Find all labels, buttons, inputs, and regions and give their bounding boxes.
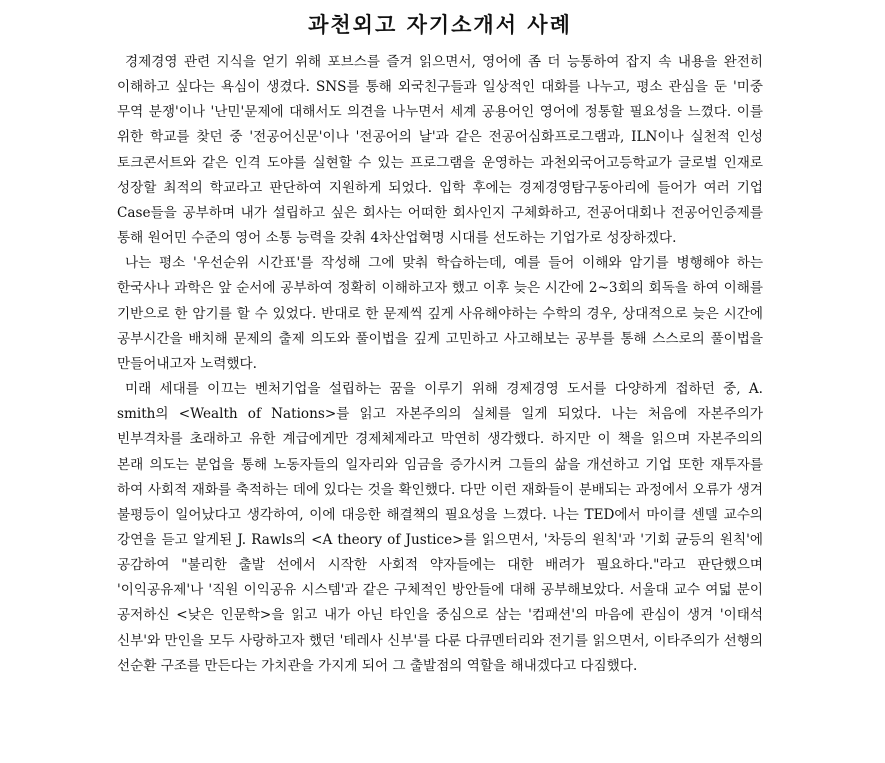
paragraph-reading-activities: 미래 세대를 이끄는 벤처기업을 설립하는 꿈을 이루기 위해 경제경영 도서를 다양하게 접하던 중, A. smith의 <Wealth of Nations>를 읽고 자본주의의 실체를 일게 되었다. 나는 처음에 자본주의가 빈부격차를 초래하고 유한 계급에게만 경제체제라고 막연히 생각했다. 하지만 이 책을 읽으며 자본주의의 본래 의도는 분업을 통해 노동자들의 일자리와 임금을 증가시켜 그들의 삶을 개선하고 기업 또한 재투자를 하여 사회적 재화를 축적하는 데에 있다는 것을 확인했다. 다만 이런 재화들이 분배되는 과정에서 오류가 생겨 불평등이 일어났다고 생각하여, 이에 대응한 해결책의 필요성을 느꼈다. 나는 TED에서 마이클 센델 교수의 강연을 듣고 알게된 J. Rawls의 <A theory of Justice>를 읽으면서, '차등의 원칙'과 '기회 균등의 원칙'에 공감하여 "불리한 출발 선에서 시작한 사회적 약자들에는 대한 배려가 필요하다."라고 판단했으며 '이익공유제'나 '직원 이익공유 시스템'과 같은 구체적인 방안들에 대해 공부해보았다. 서울대 교수 여덟 분이 공저하신 <낮은 인문학>을 읽고 내가 아닌 타인을 중심으로 삼는 '컴패션'의 마음에 관심이 생겨 '이태석 신부'와 만인을 모두 사랑하고자 했던 '테레사 신부'를 다룬 다큐멘터리와 전기를 읽으면서, 이타주의가 선행의 선순환 구조를 만든다는 가치관을 가지게 되어 그 출발점의 역할을 해내겠다고 다짐했다. xyxy=(117,381,763,674)
paragraph-study-method: 나는 평소 '우선순위 시간표'를 작성해 그에 맞춰 학습하는데, 예를 들어 이해와 암기를 병행해야 하는 한국사나 과학은 앞 순서에 공부하여 정확히 이해하고자 했고 이후 늦은 시간에 2~3회의 회독을 하여 이해를 기반으로 한 암기를 할 수 있었다. 반대로 한 문제씩 깊게 사유해야하는 수학의 경우, 상대적으로 늦은 시간에 공부시간을 배치해 문제의 출제 의도와 풀이법을 깊게 고민하고 사고해보는 공부를 통해 스스로의 풀이법을 만들어내고자 노력했다. xyxy=(117,255,763,372)
paragraph-motivation: 경제경영 관련 지식을 얻기 위해 포브스를 즐겨 읽으면서, 영어에 좀 더 능통하여 잡지 속 내용을 완전히 이해하고 싶다는 욕심이 생겼다. SNS를 통해 외국친구들과 일상적인 대화를 나누고, 평소 관심을 둔 '미중 무역 분쟁'이나 '난민'문제에 대해서도 의견을 나누면서 세계 공용어인 영어에 정통할 필요성을 느꼈다. 이를 위한 학교를 찾던 중 '전공어신문'이나 '전공어의 날'과 같은 전공어심화프로그램과, ILN이나 실천적 인성 토크콘서트와 같은 인격 도야를 실현할 수 있는 프로그램을 운영하는 과천외국어고등학교가 글로벌 인재로 성장할 최적의 학교라고 판단하여 지원하게 되었다. 입학 후에는 경제경영탐구동아리에 들어가 여러 기업 Case들을 공부하며 내가 설립하고 싶은 회사는 어떠한 회사인지 구체화하고, 전공어대회나 전공어인증제를 통해 원어민 수준의 영어 소통 능력을 갖춰 4차산업혁명 시대를 선도하는 기업가로 성장하겠다. xyxy=(117,54,763,247)
document-body xyxy=(117,50,763,679)
document-title: 과천외고 자기소개서 사례 xyxy=(308,13,572,37)
